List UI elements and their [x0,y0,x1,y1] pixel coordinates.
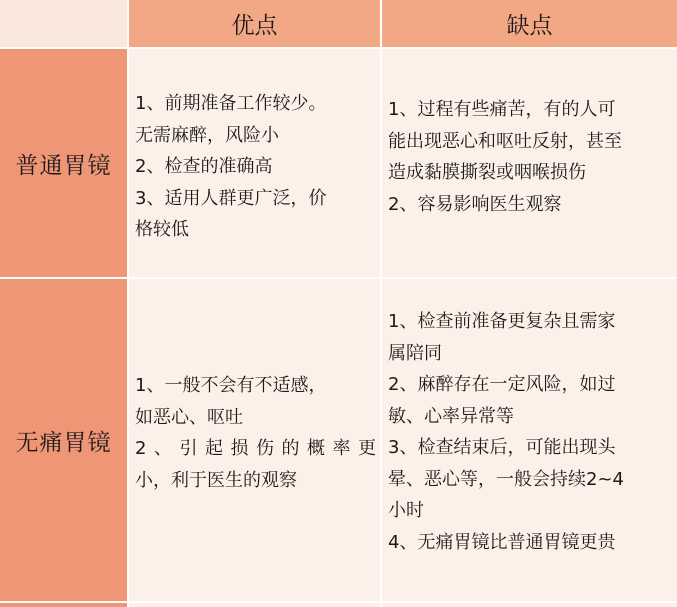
regular-advantages-cell [129,49,380,277]
painless-advantage-line: 2、引起损伤的概率更 [135,438,376,459]
header-advantages: 优点 [129,0,380,47]
painless-disadvantage-line: 2、麻醉存在一定风险，如过 [388,374,616,395]
next-row-cell-edge [382,603,677,607]
painless-disadvantage-line: 敏、心率异常等 [388,405,514,427]
header-corner-cell [0,0,127,47]
painless-disadvantage-line: 晕、恶心等，一般会持续2~4 [388,468,624,490]
regular-advantage-line: 格较低 [135,219,189,240]
regular-advantage-line: 3、适用人群更广泛，价 [135,187,327,209]
next-row-label-edge [0,603,127,607]
painless-disadvantage-line: 4、无痛胃镜比普通胃镜更贵 [388,531,616,553]
row-label-regular-gastroscope: 普通胃镜 [0,49,127,277]
painless-disadvantage-line: 属陪同 [388,342,442,364]
painless-disadvantage-line: 3、检查结束后，可能出现头 [388,437,616,458]
regular-disadvantage-line: 1、过程有些痛苦，有的人可 [388,99,616,120]
painless-disadvantage-line: 1、检查前准备更复杂且需家 [388,311,616,332]
regular-disadvantage-line: 造成黏膜撕裂或咽喉损伤 [388,162,586,183]
next-row-cell-edge [129,603,380,607]
regular-disadvantage-line: 能出现恶心和呕吐反射，甚至 [388,130,622,152]
regular-advantage-line: 无需麻醉，风险小 [135,124,279,146]
regular-disadvantage-line: 2、容易影响医生观察 [388,193,562,215]
painless-advantage-line: 如恶心、呕吐 [135,406,243,428]
regular-advantage-line: 2、检查的准确高 [135,156,273,177]
regular-advantage-line: 1、前期准备工作较少。 [135,93,327,114]
painless-disadvantages-cell [382,279,677,601]
painless-advantages-cell [129,279,380,601]
row-label-painless-gastroscope: 无痛胃镜 [0,279,127,601]
painless-advantage-line: 1、一般不会有不适感， [135,375,327,396]
regular-disadvantages-cell [382,49,677,277]
painless-advantage-line: 小，利于医生的观察 [135,469,297,491]
painless-disadvantage-line: 小时 [388,500,424,521]
header-disadvantages: 缺点 [382,0,677,47]
